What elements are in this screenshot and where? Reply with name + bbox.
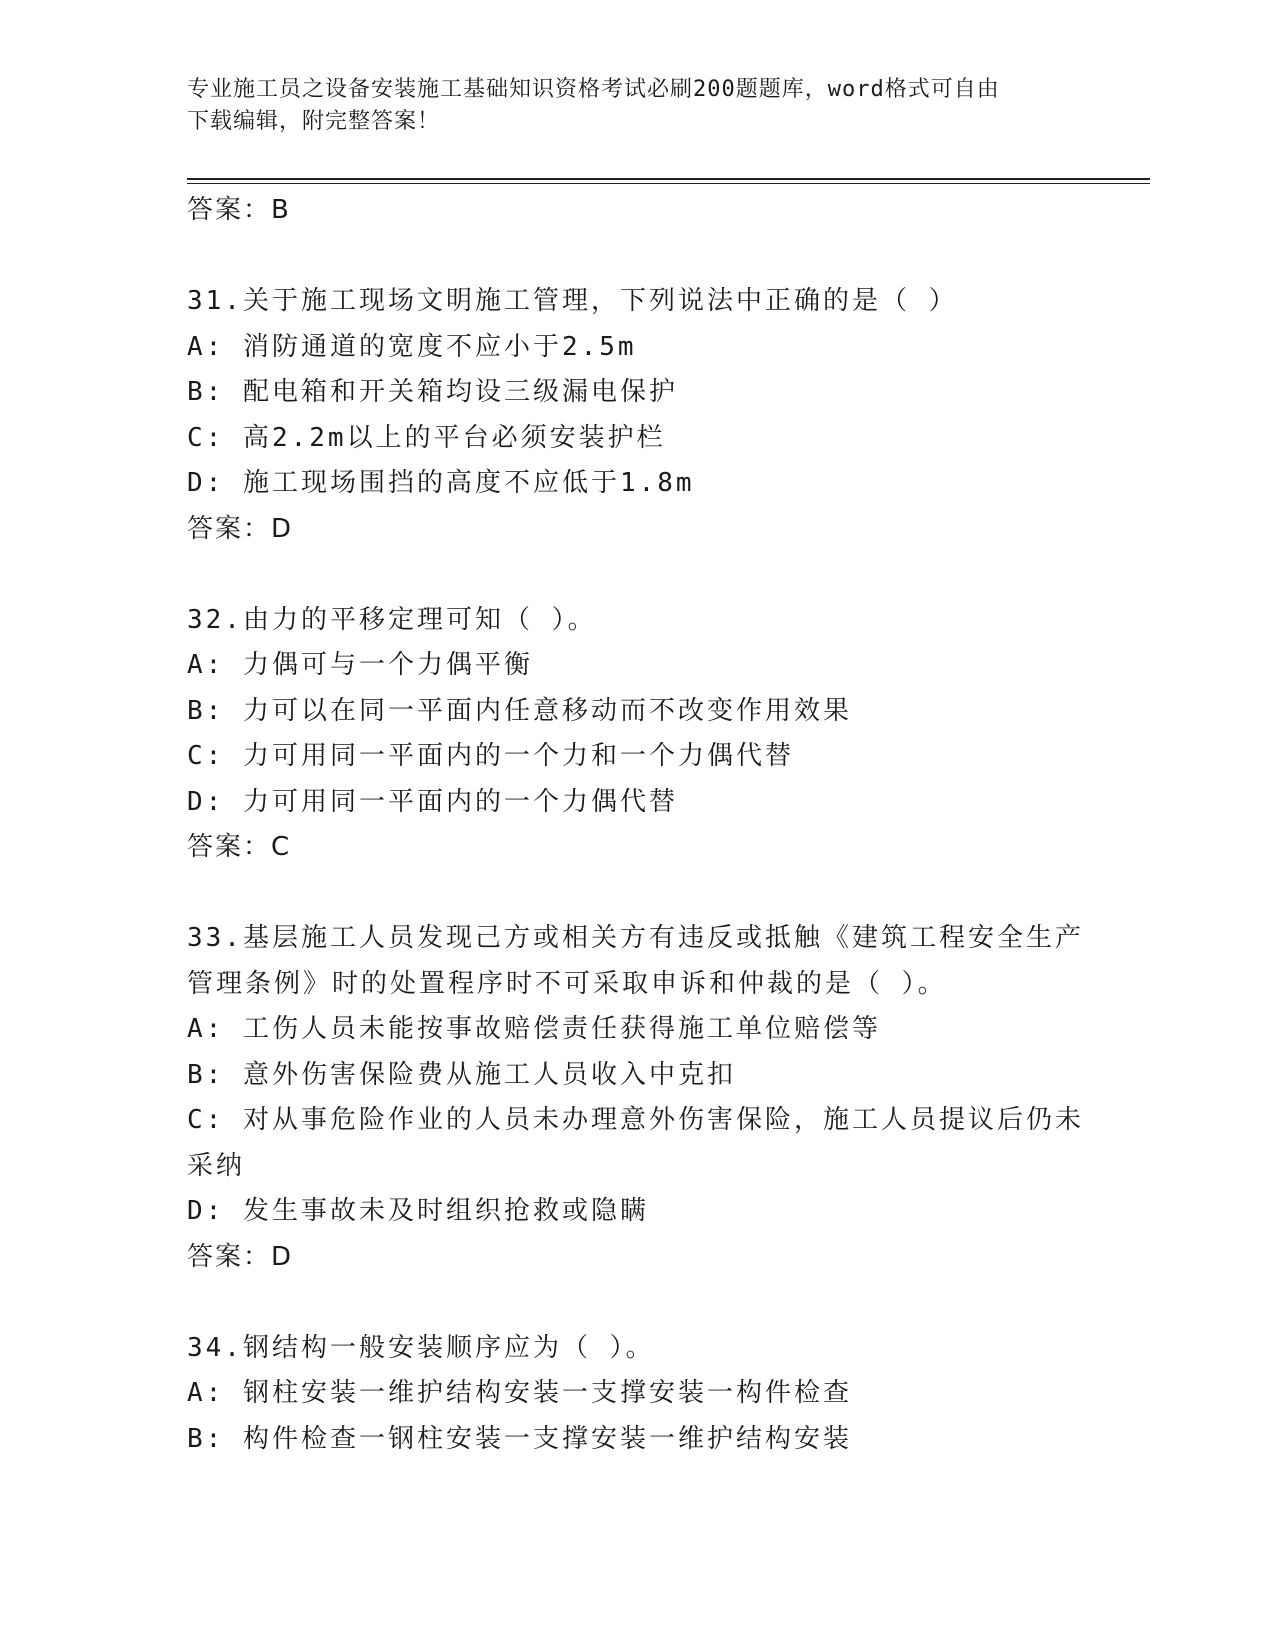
answer-option: C: 力可用同一平面内的一个力和一个力偶代替	[187, 741, 794, 771]
answer-option: 采纳	[187, 1150, 246, 1181]
question-block	[187, 279, 1087, 552]
question-stem: 33.基层施工人员发现己方或相关方有违反或抵触《建筑工程安全生产	[187, 923, 1084, 953]
answer-option: C: 高2.2m以上的平台必须安装护栏	[187, 422, 666, 453]
answer-option: B: 力可以在同一平面内任意移动而不改变作用效果	[187, 695, 852, 726]
answer-option: A: 工伤人员未能按事故赔偿责任获得施工单位赔偿等	[187, 1014, 881, 1044]
question-spacer	[187, 234, 1087, 280]
answer-option: D: 施工现场围挡的高度不应低于1.8m	[187, 468, 695, 498]
previous-answer: 答案：B	[187, 195, 291, 225]
question-spacer	[187, 871, 1087, 917]
answer-option: A: 力偶可与一个力偶平衡	[187, 650, 533, 680]
answer-option: B: 意外伤害保险费从施工人员收入中克扣	[187, 1059, 736, 1090]
question-stem: 32.由力的平移定理可知（ ）。	[187, 604, 597, 635]
answer-option: A: 钢柱安装一维护结构安装一支撑安装一构件检查	[187, 1378, 852, 1408]
question-spacer	[187, 1280, 1087, 1326]
question-stem: 管理条例》时的处置程序时不可采取申诉和仲裁的是（ ）。	[187, 968, 947, 999]
answer-option: C: 对从事危险作业的人员未办理意外伤害保险，施工人员提议后仍未	[187, 1105, 1084, 1135]
header-divider-thick	[187, 178, 1150, 180]
answer-key: 答案：D	[187, 1241, 294, 1272]
answer-key: 答案：D	[187, 513, 294, 544]
question-spacer	[187, 552, 1087, 598]
question-block	[187, 916, 1087, 1280]
question-block	[187, 598, 1087, 871]
answer-option: A: 消防通道的宽度不应小于2.5m	[187, 331, 637, 362]
answer-option: D: 发生事故未及时组织抢救或隐瞒	[187, 1196, 649, 1226]
question-stem: 31.关于施工现场文明施工管理，下列说法中正确的是（ ）	[187, 286, 958, 316]
answer-option: D: 力可用同一平面内的一个力偶代替	[187, 786, 678, 817]
header-line-1: 专业施工员之设备安装施工基础知识资格考试必刷200题题库，word格式可自由	[187, 77, 1000, 102]
document-header	[187, 74, 1087, 138]
question-block	[187, 1326, 1087, 1463]
answer-key: 答案：C	[187, 832, 292, 862]
header-divider-thin	[187, 183, 1150, 184]
header-line-2: 下载编辑，附完整答案！	[187, 109, 441, 134]
question-list	[187, 188, 1087, 1462]
answer-option: B: 配电箱和开关箱均设三级漏电保护	[187, 377, 678, 407]
question-stem: 34.钢结构一般安装顺序应为（ ）。	[187, 1332, 655, 1363]
answer-option: B: 构件检查一钢柱安装一支撑安装一维护结构安装	[187, 1423, 852, 1454]
